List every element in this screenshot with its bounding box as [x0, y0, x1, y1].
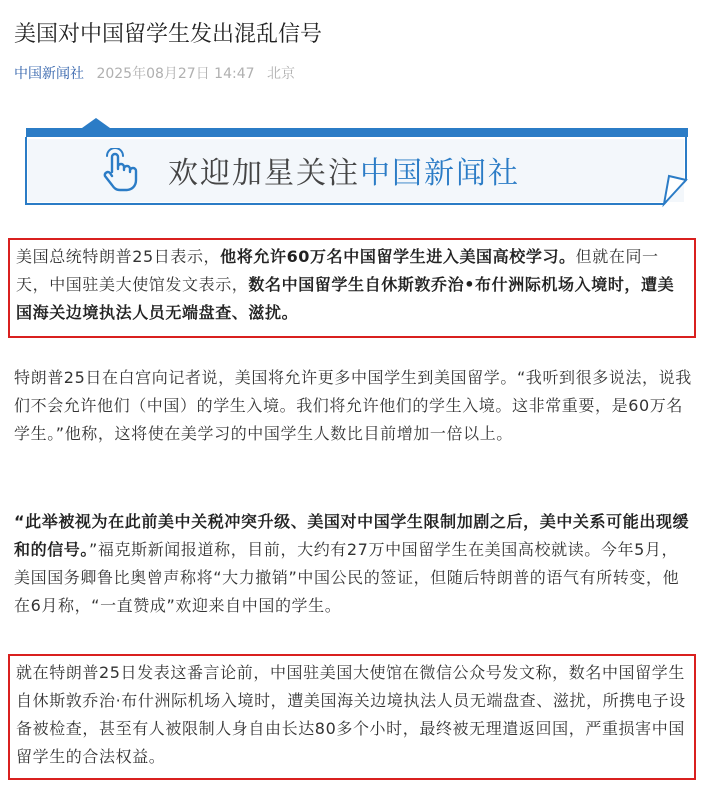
p1-part-a: 美国总统特朗普25日表示，	[16, 247, 221, 266]
follow-banner[interactable]	[24, 118, 690, 212]
banner-text-highlight: 中国新闻社	[360, 156, 520, 191]
p1-part-b: 他将允许60万名中国留学生进入美国高校学习。	[220, 247, 576, 266]
paragraph-2: 特朗普25日在白宫向记者说，美国将允许更多中国学生到美国留学。“我听到很多说法，说我们不会允许他们（中国）的学生入境。我们将允许他们的学生入境。这非常重要，是60万名学生。”他称，这将使在美学习的中国学生人数比目前增加一倍以上。	[14, 368, 692, 443]
p1-part-c: 但就在同一天，中国驻美大使馆发文表示，	[16, 247, 659, 294]
article-meta	[14, 64, 295, 84]
paragraph-1	[16, 243, 688, 327]
banner-text	[168, 156, 520, 192]
paragraph-4: 就在特朗普25日发表这番言论前，中国驻美国大使馆在微信公众号发文称，数名中国留学生自休斯敦乔治·布什洲际机场入境时，遭美国海关边境执法人员无端盘查、滋扰，所携电子设备被检查，甚至有人被限制人身自由长达80多个小时，最终被无理遣返回国，严重损害中国留学生的合法权益。	[16, 663, 686, 766]
paragraph-3	[14, 508, 694, 620]
highlight-box-2	[8, 654, 696, 780]
article-title: 美国对中国留学生发出混乱信号	[14, 22, 323, 47]
publish-location: 北京	[266, 66, 295, 82]
publish-datetime: 2025年08月27日 14:47	[96, 66, 255, 82]
highlight-box-1	[8, 238, 696, 338]
banner-text-prefix: 欢迎加星关注	[168, 156, 360, 191]
p3-part-b: ”福克斯新闻报道称，目前，大约有27万中国留学生在美国高校就读。今年5月，美国国务卿鲁比奥曾声称将“大力撤销”中国公民的签证，但随后特朗普的语气有所转变，他在6月称，“一直赞成”欢迎来自中国的学生。	[14, 540, 680, 615]
p1-part-d: 数名中国留学生自休斯敦乔治•布什洲际机场入境时，遭美国海关边境执法人员无端盘查、滋扰。	[16, 275, 675, 322]
source-link[interactable]: 中国新闻社	[14, 66, 84, 82]
p3-part-a: “此举被视为在此前美中关税冲突升级、美国对中国学生限制加剧之后，美中关系可能出现缓和的信号。	[14, 512, 690, 559]
